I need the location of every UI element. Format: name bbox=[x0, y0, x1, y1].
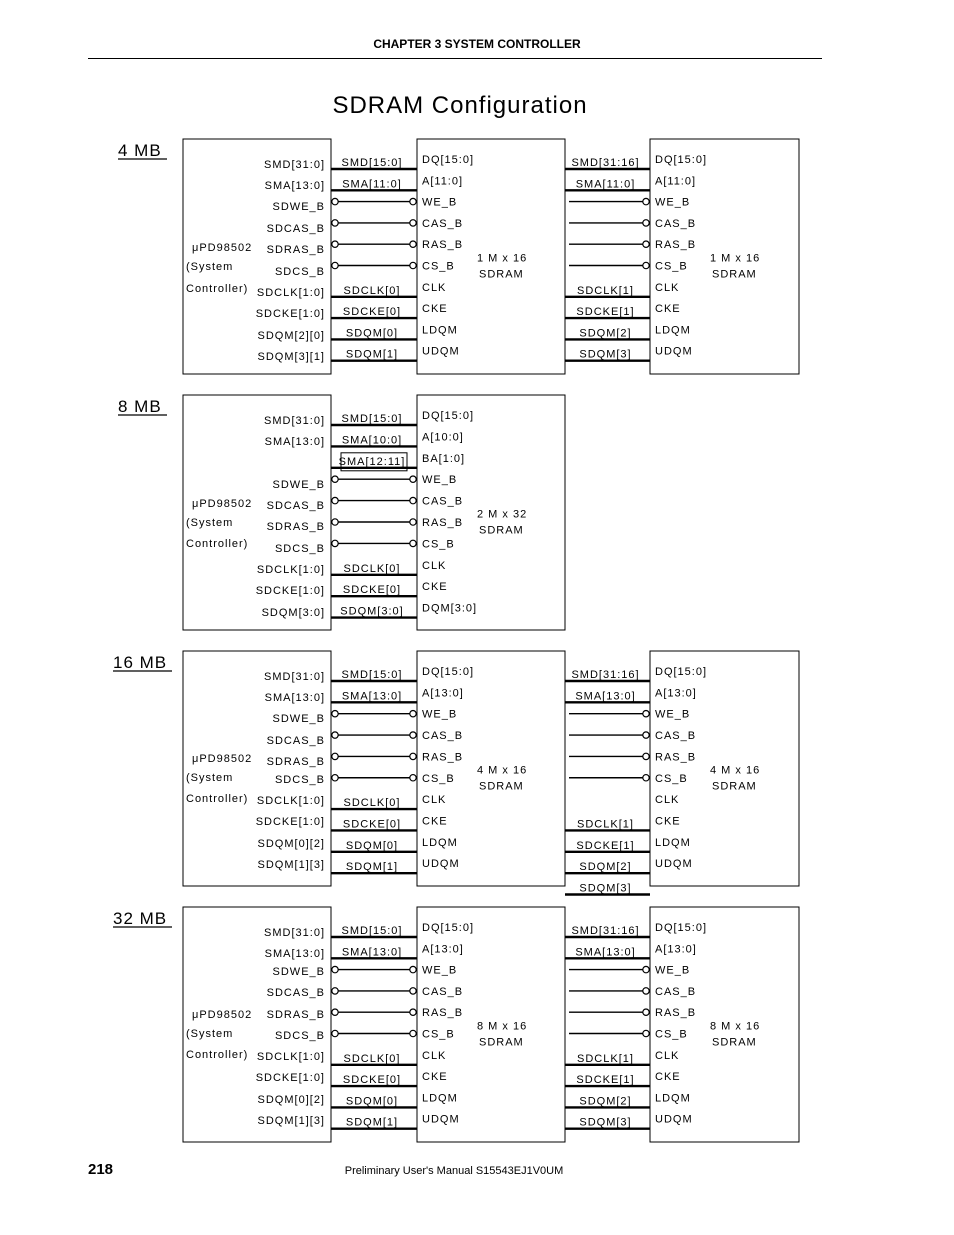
sdram-chip-sub: SDRAM bbox=[479, 1036, 524, 1049]
active-low-bubble bbox=[643, 198, 649, 204]
active-low-bubble bbox=[643, 988, 649, 994]
active-low-bubble bbox=[332, 988, 338, 994]
controller-name-line2: (System bbox=[186, 517, 234, 529]
sdram-pin-label: CAS_B bbox=[422, 495, 464, 508]
bus-label: SDQM[1] bbox=[345, 861, 399, 874]
sdram-pin-label: WE_B bbox=[655, 708, 691, 721]
active-low-bubble bbox=[332, 198, 338, 204]
sdram-chip-type: 4 M x 16 bbox=[477, 764, 528, 777]
controller-pin-label: SDCKE[1:0] bbox=[255, 308, 325, 320]
controller-pin-label: SDCLK[1:0] bbox=[256, 564, 325, 576]
sdram-pin-label: CS_B bbox=[422, 260, 455, 273]
controller-pin-label: SDRAS_B bbox=[266, 244, 325, 256]
sdram-chip-type: 8 M x 16 bbox=[710, 1020, 761, 1033]
bus-label: SDQM[2] bbox=[579, 1095, 632, 1108]
sdram-pin-label: CS_B bbox=[422, 1028, 455, 1041]
bus-label: SMD[15:0] bbox=[341, 157, 403, 169]
bus-label: SDCLK[1] bbox=[577, 284, 634, 297]
sdram-pin-label: A[13:0] bbox=[422, 687, 464, 700]
controller-pin-label: SDWE_B bbox=[272, 479, 325, 491]
active-low-bubble bbox=[410, 775, 416, 781]
controller-pin-label: SDQM[3][1] bbox=[257, 351, 325, 363]
active-low-bubble bbox=[410, 476, 416, 482]
active-low-bubble bbox=[332, 497, 338, 503]
sdram-pin-label: DQ[15:0] bbox=[422, 410, 475, 422]
controller-box bbox=[183, 907, 331, 1142]
sdram-pin-label: LDQM bbox=[422, 324, 458, 337]
memory-size-label: 8 MB bbox=[118, 397, 162, 416]
active-low-bubble bbox=[410, 519, 416, 525]
controller-pin-label: SDCLK[1:0] bbox=[256, 1051, 325, 1063]
sdram-pin-label: CKE bbox=[422, 581, 448, 594]
controller-pin-label: SDQM[1][3] bbox=[257, 1115, 325, 1127]
active-low-bubble bbox=[643, 1030, 649, 1036]
sdram-pin-label: DQ[15:0] bbox=[422, 922, 475, 934]
controller-name-line2: (System bbox=[186, 1028, 234, 1040]
active-low-bubble bbox=[410, 540, 416, 546]
active-low-bubble bbox=[332, 1030, 338, 1036]
bus-label: SDCKE[1] bbox=[576, 839, 635, 852]
controller-pin-label: SDCS_B bbox=[274, 774, 325, 786]
controller-pin-label: SDWE_B bbox=[272, 713, 325, 725]
active-low-bubble bbox=[410, 988, 416, 994]
active-low-bubble bbox=[332, 711, 338, 717]
active-low-bubble bbox=[332, 241, 338, 247]
active-low-bubble bbox=[410, 711, 416, 717]
config-32mb bbox=[113, 907, 799, 1142]
active-low-bubble bbox=[643, 711, 649, 717]
active-low-bubble bbox=[643, 753, 649, 759]
memory-size-label: 4 MB bbox=[118, 141, 162, 160]
controller-name-line2: (System bbox=[186, 261, 234, 273]
controller-pin-label: SMA[13:0] bbox=[264, 692, 325, 704]
bus-label: SDQM[3] bbox=[579, 348, 632, 361]
bus-label: SDCLK[1] bbox=[577, 1052, 634, 1065]
bus-label: SDCKE[0] bbox=[342, 818, 402, 831]
sdram-pin-label: UDQM bbox=[422, 858, 460, 871]
bus-label: SMA[13:0] bbox=[575, 690, 636, 703]
controller-name: μPD98502 bbox=[192, 498, 253, 510]
controller-name-line3: Controller) bbox=[186, 283, 249, 295]
active-low-bubble bbox=[332, 519, 338, 525]
sdram-pin-label: DQ[15:0] bbox=[422, 154, 475, 166]
sdram-pin-label: RAS_B bbox=[655, 751, 697, 764]
sdram-chip-type: 2 M x 32 bbox=[477, 508, 528, 521]
active-low-bubble bbox=[332, 262, 338, 268]
controller-pin-label: SMA[13:0] bbox=[264, 436, 325, 448]
sdram-chip-sub: SDRAM bbox=[712, 268, 757, 281]
bus-label: SDCKE[0] bbox=[342, 1074, 402, 1087]
sdram-pin-label: WE_B bbox=[422, 708, 458, 721]
sdram-pin-label: RAS_B bbox=[422, 751, 464, 764]
sdram-pin-label: CAS_B bbox=[655, 730, 697, 743]
active-low-bubble bbox=[410, 220, 416, 226]
sdram-pin-label: DQ[15:0] bbox=[422, 666, 475, 678]
controller-pin-label: SMD[31:0] bbox=[264, 159, 325, 171]
bus-label: SDQM[3] bbox=[579, 882, 632, 895]
sdram-chip-sub: SDRAM bbox=[479, 524, 524, 537]
sdram-pin-label: WE_B bbox=[655, 196, 691, 209]
bus-label: SMA[11:0] bbox=[575, 178, 636, 191]
controller-name-line2: (System bbox=[186, 772, 234, 784]
sdram-pin-label: CS_B bbox=[422, 538, 455, 551]
bus-label: SDQM[2] bbox=[579, 327, 632, 340]
active-low-bubble bbox=[332, 732, 338, 738]
controller-name: μPD98502 bbox=[192, 1009, 253, 1021]
sdram-pin-label: A[10:0] bbox=[422, 431, 464, 444]
bus-label: SMD[15:0] bbox=[341, 669, 403, 681]
controller-pin-label: SMA[13:0] bbox=[264, 948, 325, 960]
active-low-bubble bbox=[643, 732, 649, 738]
controller-pin-label: SDCKE[1:0] bbox=[255, 1072, 325, 1084]
sdram-chip-type: 1 M x 16 bbox=[710, 252, 761, 265]
controller-box bbox=[183, 651, 331, 886]
sdram-pin-label: WE_B bbox=[422, 196, 458, 209]
sdram-pin-label: UDQM bbox=[655, 345, 693, 358]
sdram-pin-label: CS_B bbox=[655, 1028, 688, 1041]
controller-pin-label: SDQM[2][0] bbox=[257, 330, 325, 342]
sdram-pin-label: DQ[15:0] bbox=[655, 154, 708, 166]
controller-pin-label: SDWE_B bbox=[272, 966, 325, 978]
controller-name: μPD98502 bbox=[192, 242, 253, 254]
bus-label: SMD[15:0] bbox=[341, 413, 403, 425]
active-low-bubble bbox=[410, 262, 416, 268]
sdram-pin-label: RAS_B bbox=[422, 1007, 464, 1020]
controller-pin-label: SDRAS_B bbox=[266, 521, 325, 533]
bus-label: SDCKE[1] bbox=[576, 306, 635, 319]
bus-label: SMD[31:16] bbox=[571, 157, 640, 169]
controller-pin-label: SMD[31:0] bbox=[264, 415, 325, 427]
active-low-bubble bbox=[643, 1009, 649, 1015]
active-low-bubble bbox=[332, 1009, 338, 1015]
sdram-pin-label: DQ[15:0] bbox=[655, 666, 708, 678]
sdram-pin-label: A[11:0] bbox=[655, 175, 697, 188]
bus-label: SDQM[0] bbox=[345, 839, 399, 852]
bus-label: SMA[13:0] bbox=[341, 946, 403, 959]
active-low-bubble bbox=[332, 476, 338, 482]
sdram-pin-label: CAS_B bbox=[655, 217, 697, 230]
sdram-pin-label: CAS_B bbox=[422, 985, 464, 998]
controller-pin-label: SDQM[3:0] bbox=[261, 607, 325, 619]
sdram-pin-label: CKE bbox=[655, 303, 681, 316]
memory-size-label: 16 MB bbox=[113, 653, 168, 672]
sdram-pin-label: CKE bbox=[422, 1071, 448, 1084]
controller-pin-label: SDRAS_B bbox=[266, 1009, 325, 1021]
sdram-pin-label: CAS_B bbox=[422, 217, 464, 230]
controller-pin-label: SDQM[1][3] bbox=[257, 859, 325, 871]
bus-label: SDCKE[0] bbox=[342, 584, 402, 597]
active-low-bubble bbox=[643, 966, 649, 972]
active-low-bubble bbox=[332, 775, 338, 781]
sdram-pin-label: CLK bbox=[655, 1049, 680, 1062]
controller-name-line3: Controller) bbox=[186, 1049, 249, 1061]
sdram-pin-label: UDQM bbox=[655, 858, 693, 871]
sdram-chip-sub: SDRAM bbox=[712, 780, 757, 793]
controller-pin-label: SDCKE[1:0] bbox=[255, 585, 325, 597]
bus-label: SMA[13:0] bbox=[341, 690, 403, 703]
sdram-chip-sub: SDRAM bbox=[479, 780, 524, 793]
bus-label: SDCLK[0] bbox=[343, 1052, 401, 1065]
bus-label: SDQM[0] bbox=[345, 327, 399, 340]
sdram-chip-sub: SDRAM bbox=[712, 1036, 757, 1049]
controller-pin-label: SDCS_B bbox=[274, 1030, 325, 1042]
bus-label: SMA[10:0] bbox=[341, 434, 403, 447]
controller-pin-label: SDCS_B bbox=[274, 266, 325, 278]
sdram-chip-sub: SDRAM bbox=[479, 268, 524, 281]
controller-pin-label: SDWE_B bbox=[272, 201, 325, 213]
sdram-pin-label: A[13:0] bbox=[655, 943, 697, 956]
sdram-pin-label: A[11:0] bbox=[422, 175, 464, 188]
sdram-pin-label: CLK bbox=[655, 794, 680, 807]
controller-pin-label: SDQM[0][2] bbox=[257, 838, 325, 850]
active-low-bubble bbox=[410, 753, 416, 759]
active-low-bubble bbox=[643, 241, 649, 247]
sdram-pin-label: RAS_B bbox=[422, 239, 464, 252]
bus-label: SDQM[1] bbox=[345, 348, 399, 361]
controller-pin-label: SDCLK[1:0] bbox=[256, 795, 325, 807]
sdram-pin-label: CS_B bbox=[655, 260, 688, 273]
diagram-title: SDRAM Configuration bbox=[332, 92, 588, 119]
controller-pin-label: SMD[31:0] bbox=[264, 671, 325, 683]
sdram-pin-label: CLK bbox=[422, 794, 447, 807]
active-low-bubble bbox=[410, 198, 416, 204]
active-low-bubble bbox=[410, 1030, 416, 1036]
active-low-bubble bbox=[410, 966, 416, 972]
bus-label: SMD[31:16] bbox=[571, 669, 640, 681]
bus-label: SMA[13:0] bbox=[575, 946, 636, 959]
controller-pin-label: SDCAS_B bbox=[266, 223, 325, 235]
sdram-pin-label: UDQM bbox=[422, 345, 460, 358]
controller-pin-label: SDCKE[1:0] bbox=[255, 816, 325, 828]
active-low-bubble bbox=[410, 241, 416, 247]
config-8mb bbox=[118, 395, 565, 630]
active-low-bubble bbox=[410, 732, 416, 738]
sdram-pin-label: UDQM bbox=[422, 1113, 460, 1126]
bus-label: SDCLK[1] bbox=[577, 818, 634, 831]
sdram-pin-label: CLK bbox=[422, 281, 447, 294]
sdram-pin-label: LDQM bbox=[422, 836, 458, 849]
controller-pin-label: SDCLK[1:0] bbox=[256, 287, 325, 299]
sdram-pin-label: CLK bbox=[422, 559, 447, 572]
sdram-pin-label: WE_B bbox=[422, 964, 458, 977]
bus-label: SDQM[2] bbox=[579, 861, 632, 874]
controller-pin-label: SDCAS_B bbox=[266, 987, 325, 999]
sdram-pin-label: CS_B bbox=[655, 772, 688, 785]
sdram-pin-label: LDQM bbox=[422, 1092, 458, 1105]
sdram-pin-label: LDQM bbox=[655, 1092, 691, 1105]
active-low-bubble bbox=[332, 220, 338, 226]
memory-size-label: 32 MB bbox=[113, 909, 168, 928]
controller-pin-label: SDCS_B bbox=[274, 543, 325, 555]
page-number: 218 bbox=[88, 1161, 114, 1178]
sdram-pin-label: CAS_B bbox=[655, 985, 697, 998]
sdram-pin-label: LDQM bbox=[655, 324, 691, 337]
sdram-pin-label: CKE bbox=[655, 815, 681, 828]
controller-pin-label: SMD[31:0] bbox=[264, 927, 325, 939]
sdram-pin-label: DQM[3:0] bbox=[422, 602, 478, 615]
active-low-bubble bbox=[332, 540, 338, 546]
sdram-pin-label: A[13:0] bbox=[655, 687, 697, 700]
sdram-pin-label: A[13:0] bbox=[422, 943, 464, 956]
bus-label: SMD[15:0] bbox=[341, 925, 403, 937]
active-low-bubble bbox=[332, 966, 338, 972]
sdram-chip-type: 4 M x 16 bbox=[710, 764, 761, 777]
sdram-pin-label: CKE bbox=[422, 815, 448, 828]
sdram-pin-label: RAS_B bbox=[655, 1007, 697, 1020]
sdram-pin-label: DQ[15:0] bbox=[655, 922, 708, 934]
bus-label: SDCLK[0] bbox=[343, 562, 401, 575]
controller-name-line3: Controller) bbox=[186, 793, 249, 805]
bus-label: SDCLK[0] bbox=[343, 797, 401, 810]
sdram-pin-label: CKE bbox=[655, 1071, 681, 1084]
active-low-bubble bbox=[332, 753, 338, 759]
sdram-pin-label: CS_B bbox=[422, 772, 455, 785]
bus-label: SDCLK[0] bbox=[343, 284, 401, 297]
controller-pin-label: SDRAS_B bbox=[266, 756, 325, 768]
sdram-pin-label: CAS_B bbox=[422, 730, 464, 743]
bus-label: SDQM[1] bbox=[345, 1116, 399, 1129]
sdram-chip-type: 8 M x 16 bbox=[477, 1020, 528, 1033]
controller-name: μPD98502 bbox=[192, 753, 253, 765]
sdram-pin-label: WE_B bbox=[655, 964, 691, 977]
bus-label: SMA[12:11] bbox=[338, 455, 406, 468]
active-low-bubble bbox=[410, 497, 416, 503]
config-4mb bbox=[118, 139, 799, 374]
sdram-chip-type: 1 M x 16 bbox=[477, 252, 528, 265]
bus-label: SDQM[3] bbox=[579, 1116, 632, 1129]
bus-label: SDCKE[0] bbox=[342, 306, 402, 319]
bus-label: SDCKE[1] bbox=[576, 1074, 635, 1087]
footer-text: Preliminary User's Manual S15543EJ1V0UM bbox=[344, 1165, 564, 1177]
sdram-pin-label: CLK bbox=[655, 281, 680, 294]
controller-pin-label: SDCAS_B bbox=[266, 500, 325, 512]
bus-label: SMA[11:0] bbox=[342, 178, 402, 191]
sdram-pin-label: RAS_B bbox=[655, 239, 697, 252]
bus-label: SDQM[0] bbox=[345, 1095, 399, 1108]
controller-pin-label: SMA[13:0] bbox=[264, 180, 325, 192]
sdram-pin-label: CKE bbox=[422, 303, 448, 316]
sdram-pin-label: LDQM bbox=[655, 836, 691, 849]
active-low-bubble bbox=[410, 1009, 416, 1015]
active-low-bubble bbox=[643, 262, 649, 268]
sdram-pin-label: CLK bbox=[422, 1049, 447, 1062]
controller-name-line3: Controller) bbox=[186, 538, 249, 550]
page-header: CHAPTER 3 SYSTEM CONTROLLER bbox=[373, 37, 581, 51]
active-low-bubble bbox=[643, 220, 649, 226]
config-16mb bbox=[113, 651, 799, 895]
controller-pin-label: SDCAS_B bbox=[266, 735, 325, 747]
sdram-pin-label: WE_B bbox=[422, 474, 458, 487]
active-low-bubble bbox=[643, 775, 649, 781]
sdram-pin-label: UDQM bbox=[655, 1113, 693, 1126]
controller-pin-label: SDQM[0][2] bbox=[257, 1094, 325, 1106]
bus-label: SDQM[3:0] bbox=[340, 605, 404, 618]
sdram-pin-label: BA[1:0] bbox=[422, 452, 466, 465]
bus-label: SMD[31:16] bbox=[571, 925, 640, 937]
sdram-pin-label: RAS_B bbox=[422, 517, 464, 529]
